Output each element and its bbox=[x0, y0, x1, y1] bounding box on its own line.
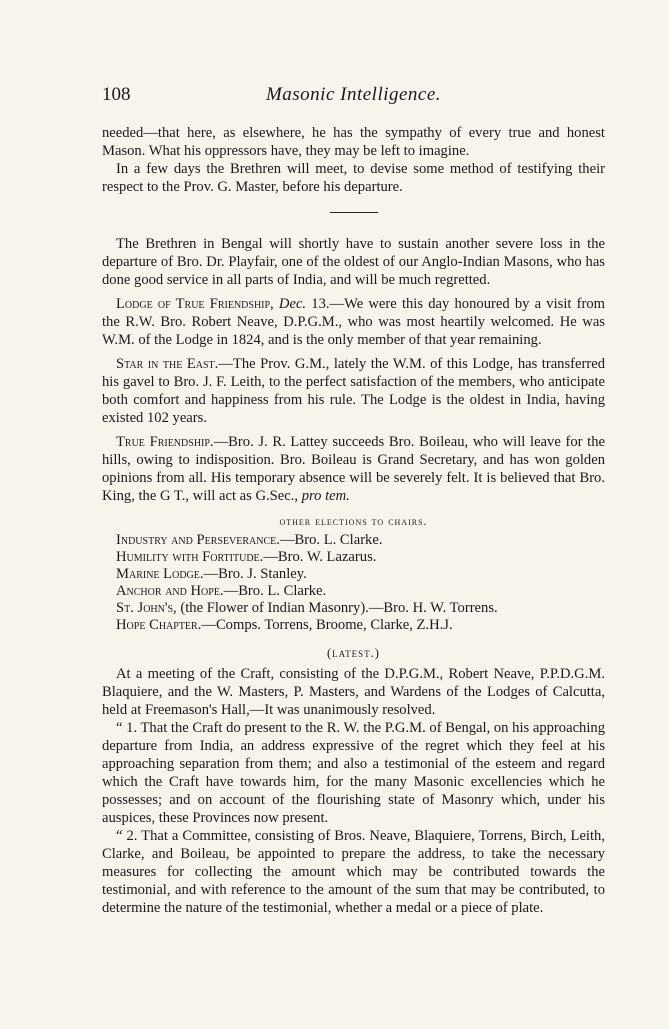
list-item: Hope Chapter.—Comps. Torrens, Broome, Clarke, Z.H.J. bbox=[116, 617, 453, 633]
paragraph-body: —Bro. J. R. Lattey succeeds Bro. Boileau, who will leave for the hills, owing to indisposition. Bro. Boileau is Grand Secretary, and has won golden opinions from all. His temporary absence will be severely felt. It is believed that Bro. King, the G T., will act as G.Sec., bbox=[102, 434, 605, 504]
lodge-name: Star in the East. bbox=[116, 356, 219, 372]
paragraph-body: —The Prov. G.M., lately the W.M. of this Lodge, has transferred his gavel to Bro. J. F. Leith, to the perfect satisfaction of the members, who anticipate both comfort and happiness from his rule. The Lodge is the oldest in India, having existed 102 years. bbox=[102, 356, 605, 426]
italic-phrase: pro tem. bbox=[301, 488, 350, 504]
list-item: Industry and Perseverance.—Bro. L. Clarke. bbox=[116, 532, 383, 548]
lodge-name: True Friendship. bbox=[116, 434, 214, 450]
elections-heading: other elections to chairs. bbox=[279, 514, 428, 528]
elections-list bbox=[102, 532, 605, 634]
latest-heading: (latest.) bbox=[327, 646, 380, 660]
paragraph-meeting: At a meeting of the Craft, consisting of the D.P.G.M., Robert Neave, P.P.D.G.M. Blaquiere, and the W. Masters, P. Masters, and Wardens of the Lodges of Calcutta, held at Freemason's Hall,—It was unanimously resolved. bbox=[102, 666, 605, 718]
list-item: Humility with Fortitude.—Bro. W. Lazarus. bbox=[116, 549, 377, 565]
paragraph-true-friendship-visit bbox=[102, 295, 605, 349]
running-head: Masonic Intelligence. bbox=[265, 84, 442, 105]
paragraph-star-in-east bbox=[102, 355, 605, 427]
resolution-1: “ 1. That the Craft do present to the R. W. the P.G.M. of Bengal, on his approaching departure from India, an address expressive of the regret which they feel at his approaching separation from them; and also a testimonial of the esteem and regard which the Craft have towards him, for the many Masonic excellencies which he possesses; and on account of the flourishing state of Masonry which, under his auspices, these Provinces now present. bbox=[102, 720, 605, 826]
paragraph-playfair: The Brethren in Bengal will shortly have to sustain another severe loss in the departure of Bro. Dr. Playfair, one of the oldest of our Anglo-Indian Masons, who has done good service in all parts of India, and will be much regretted. bbox=[102, 236, 605, 288]
paragraph-true-friendship bbox=[102, 433, 605, 505]
list-item: Anchor and Hope.—Bro. L. Clarke. bbox=[116, 583, 327, 599]
date-abbrev: Dec. bbox=[278, 296, 307, 312]
paragraph-continuation: needed—that here, as elsewhere, he has the sympathy of every true and honest Mason. What his oppressors have, they may be left to imagine. bbox=[102, 125, 605, 159]
resolution-2: “ 2. That a Committee, consisting of Bros. Neave, Blaquiere, Torrens, Birch, Leith, Clarke, and Boileau, be appointed to prepare the address, to take the necessary measures for collecting the amount which may be contributed towards the testimonial, and with reference to the amount of the sum that may be contributed, to determine the nature of the testimonial, whether a medal or a piece of plate. bbox=[102, 828, 605, 916]
list-item: St. John's, (the Flower of Indian Masonry).—Bro. H. W. Torrens. bbox=[116, 600, 498, 616]
list-item: Marine Lodge.—Bro. J. Stanley. bbox=[116, 566, 307, 582]
page-header bbox=[102, 84, 605, 106]
paragraph-body: 13.—We were this day honoured by a visit from the R.W. Bro. Robert Neave, D.P.G.M., who was most heartily welcomed. He was W.M. of the Lodge in 1824, and is the only member of that year remaining. bbox=[102, 296, 605, 348]
paragraph-testimony: In a few days the Brethren will meet, to devise some method of testifying their respect to the Prov. G. Master, before his departure. bbox=[102, 161, 605, 195]
page-number: 108 bbox=[102, 84, 131, 105]
section-divider bbox=[330, 212, 378, 213]
lodge-name: Lodge of True Friendship, bbox=[116, 296, 274, 312]
